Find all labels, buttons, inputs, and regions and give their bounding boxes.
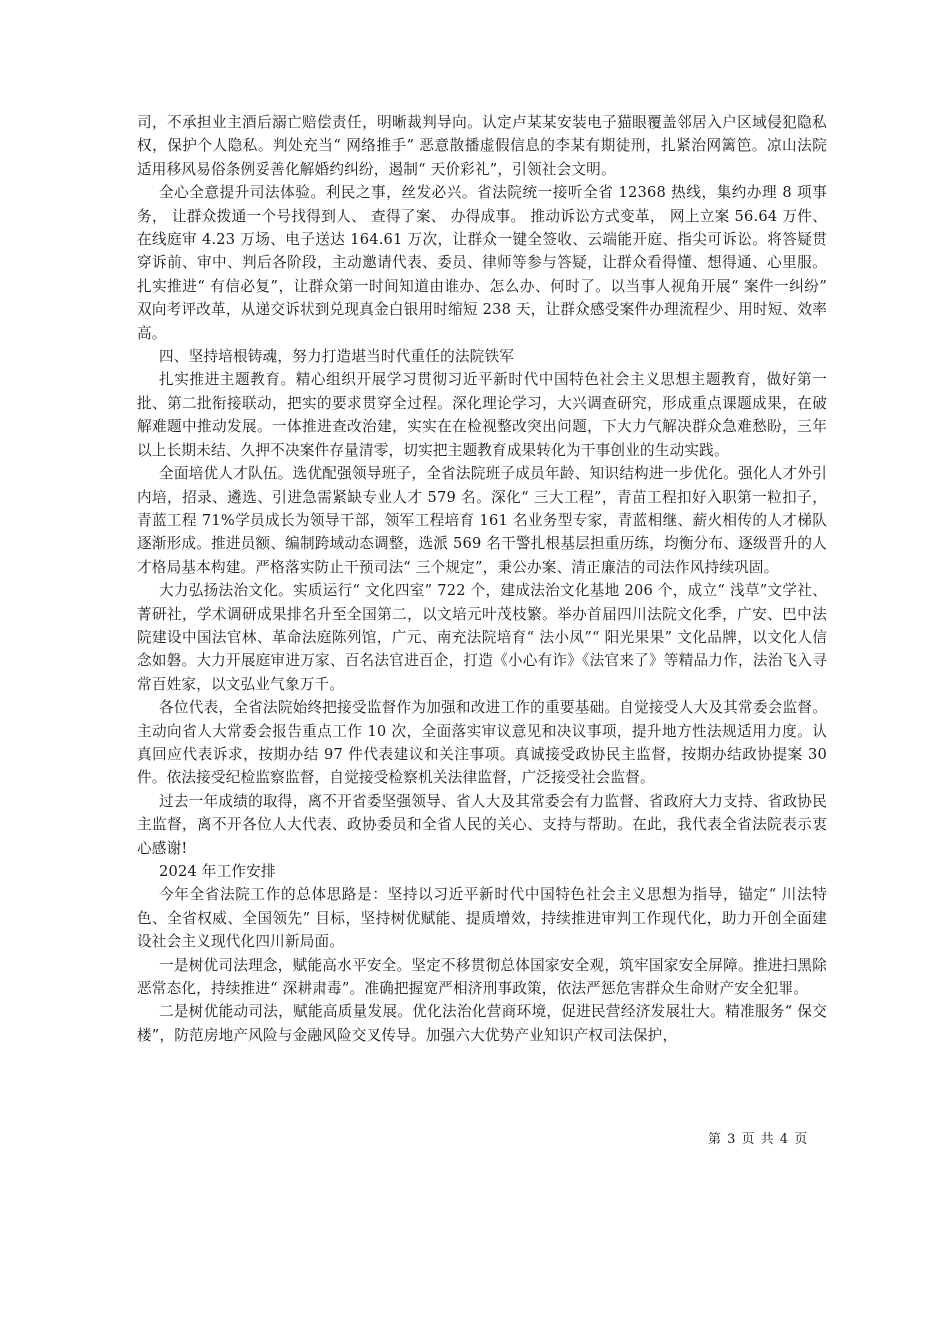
section-heading: 2024 年工作安排 xyxy=(159,863,276,880)
section-heading: 四、坚持培根铸魂，努力打造堪当时代重任的法院铁军 xyxy=(159,348,515,366)
paragraph: 全面培优人才队伍。选优配强领导班子，全省法院班子成员年龄、知识结构进一步优化。强化人才外引内培，招录、遴选、引进急需紧缺专业人才 579 名。深化“ 三大工程”，青苗工程扣好入职第一粒扣子，青蓝工程 71%学员成长为领导干部，领军工程培育 161 名业务型专家，青蓝相继、薪火相传的人才梯队逐渐形成。推进员额、编制跨域动态调整，选派 569 名干警扎根基层担重历练，均衡分布、逐级晋升的人才格局基本构建。严格落实防止干预司法“ 三个规定”，秉公办案、清正廉洁的司法作风持续巩固。 xyxy=(137,465,827,576)
paragraph: 过去一年成绩的取得，离不开省委坚强领导、省人大及其常委会有力监督、省政府大力支持、省政协民主监督，离不开各位人大代表、政协委员和全省人民的关心、支持与帮助。在此，我代表全省法院表示衷心感谢! xyxy=(137,792,827,857)
paragraph: 扎实推进主题教育。精心组织开展学习贯彻习近平新时代中国特色社会主义思想主题教育，做好第一批、第二批衔接联动，把实的要求贯穿全过程。深化理论学习，大兴调查研究，形成重点课题成果，在破解难题中推动发展。一体推进查改治建，实实在在检视整改突出问题，下大力气解决群众急难愁盼，三年以上长期未结、久押不决案件存量清零，切实把主题教育成果转化为干事创业的生动实践。 xyxy=(137,371,827,459)
page-number: 第 3 页 共 4 页 xyxy=(708,1132,809,1147)
paragraph: 一是树优司法理念，赋能高水平安全。坚定不移贯彻总体国家安全观，筑牢国家安全屏障。推进扫黑除恶常态化，持续推进“ 深耕肃毒”。准确把握宽严相济刑事政策，依法严惩危害群众生命财产安全犯罪。 xyxy=(137,956,827,998)
document-body xyxy=(137,111,827,1047)
paragraph: 二是树优能动司法，赋能高质量发展。优化法治化营商环境，促进民营经济发展壮大。精准服务“ 保交楼”，防范房地产风险与金融风险交叉传导。加强六大优势产业知识产权司法保护， xyxy=(137,1003,827,1044)
paragraph: 今年全省法院工作的总体思路是：坚持以习近平新时代中国特色社会主义思想为指导，锚定“ 川法特色、全省权威、全国领先” 目标，坚持树优赋能、提质增效，持续推进审判工作现代化，助力开创全面建设社会主义现代化四川新局面。 xyxy=(137,886,827,951)
paragraph: 各位代表，全省法院始终把接受监督作为加强和改进工作的重要基础。自觉接受人大及其常委会监督。主动向省人大常委会报告重点工作 10 次，全面落实审议意见和决议事项，提升地方性法规适用力度。认真回应代表诉求，按期办结 97 件代表建议和关注事项。真诚接受政协民主监督，按期办结政协提案 30 件。依法接受纪检监察监督，自觉接受检察机关法律监督，广泛接受社会监督。 xyxy=(137,699,827,787)
paragraph: 大力弘扬法治文化。实质运行“ 文化四室” 722 个，建成法治文化基地 206 个，成立“ 浅草”文学社、菁研社，学术调研成果排名升至全国第二，以文培元叶茂枝繁。举办首届四川法院文化季，广安、巴中法院建设中国法官林、革命法庭陈列馆，广元、南充法院培育“ 法小凤”“ 阳光果果” 文化品牌，以文化人信念如磐。大力开展庭审进万家、百名法官进百企，打造《小心有诈》《法官来了》等精品力作，法治飞入寻常百姓家，以文弘业气象万千。 xyxy=(137,582,827,693)
paragraph: 司，不承担业主酒后溺亡赔偿责任，明晰裁判导向。认定卢某某安装电子猫眼覆盖邻居入户区域侵犯隐私权，保护个人隐私。判处充当“ 网络推手” 恶意散播虚假信息的李某有期徒刑，扎紧治网篱笆。凉山法院适用移风易俗条例妥善化解婚约纠纷，遏制“ 天价彩礼”，引领社会文明。 xyxy=(137,114,827,178)
paragraph: 全心全意提升司法体验。利民之事，丝发必兴。省法院统一接听全省 12368 热线，集约办理 8 项事务， 让群众拨通一个号找得到人、 查得了案、 办得成事。 推动诉讼方式变革， 网上立案 56.64 万件、在线庭审 4.23 万场、电子送达 164.61 万次，让群众一键全签收、云端能开庭、指尖可诉讼。将答疑贯穿诉前、审中、判后各阶段，主动邀请代表、委员、律师等参与答疑，让群众看得懂、想得通、心里服。扎实推进“ 有信必复”，让群众第一时间知道由谁办、怎么办、何时了。以当事人视角开展“ 案件一纠纷” 双向考评改革，从递交诉状到兑现真金白银用时缩短 238 天，让群众感受案件办理流程少、用时短、效率高。 xyxy=(137,184,827,342)
